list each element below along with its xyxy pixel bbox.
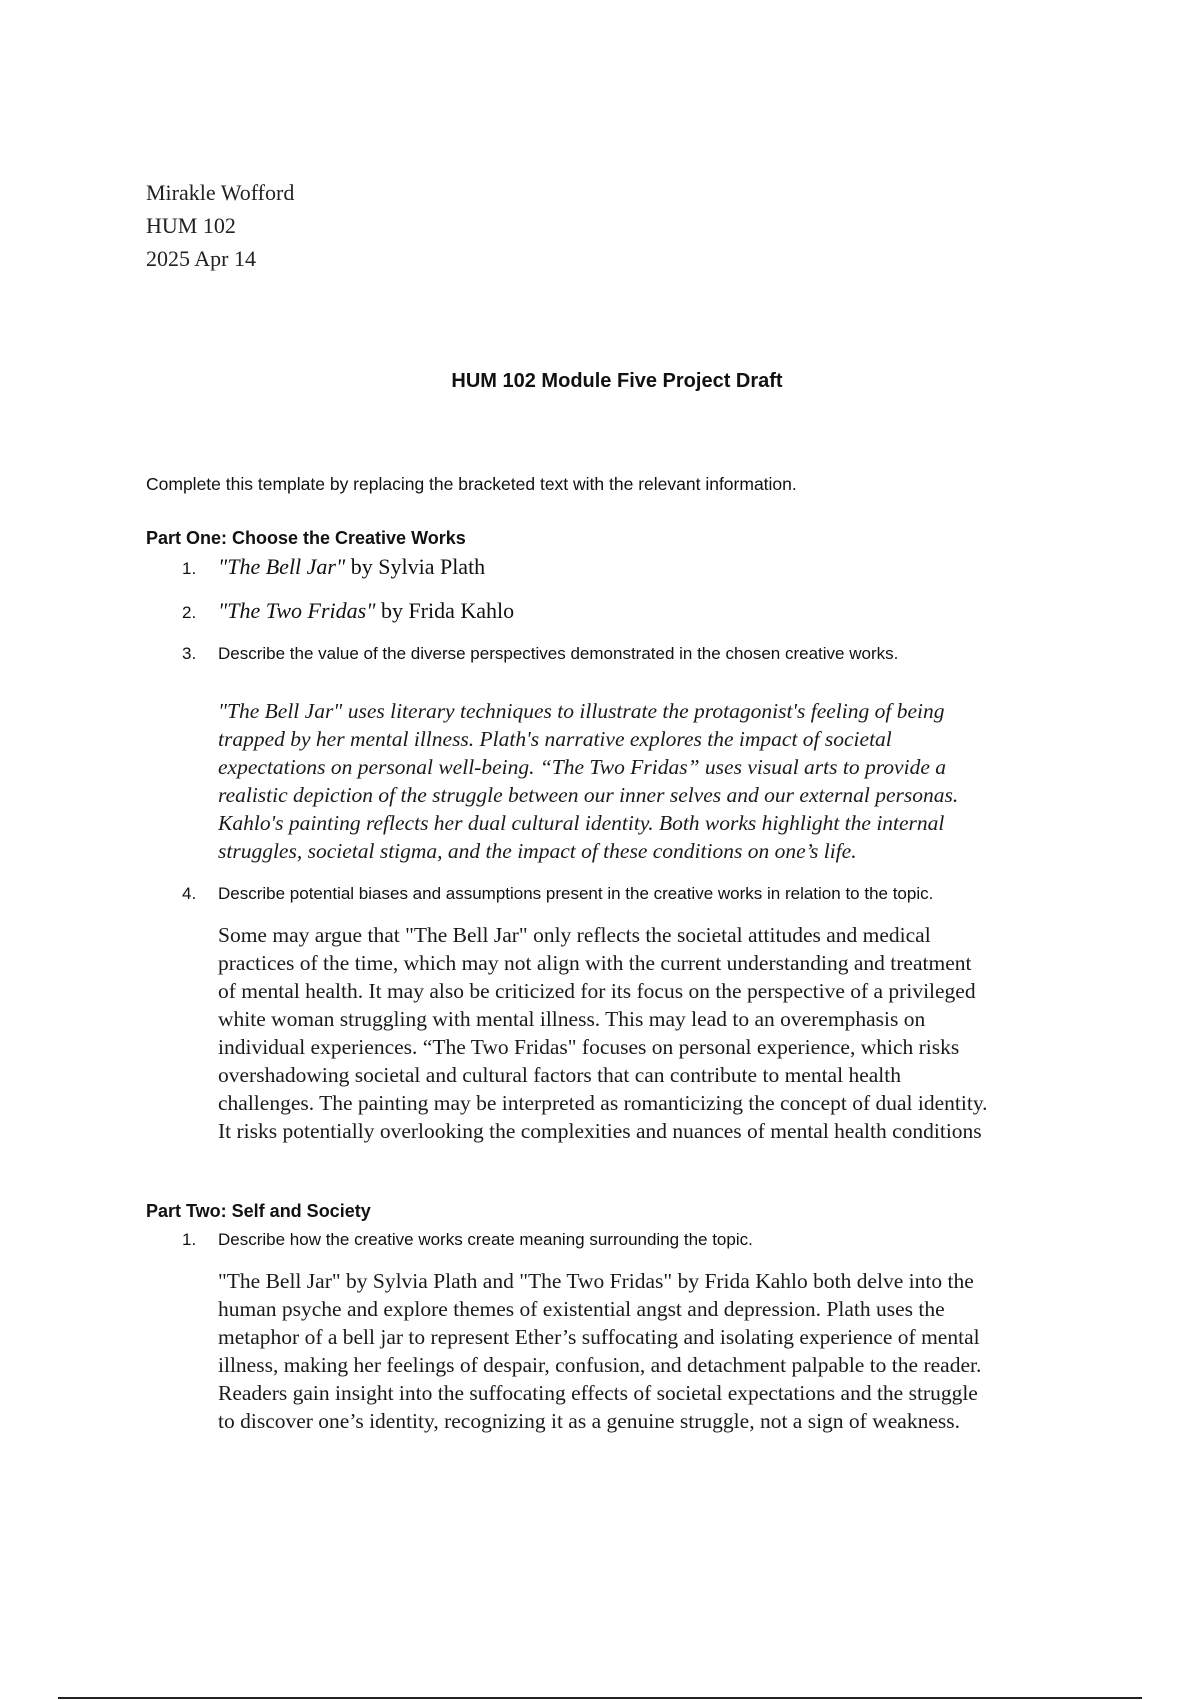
creative-work-1 [182, 554, 485, 580]
answer-line: "The Bell Jar" uses literary techniques to illustrate the protagonist's feeling of being [218, 699, 945, 723]
answer-line: challenges. The painting may be interpreted as romanticizing the concept of dual identity. [218, 1091, 988, 1115]
part-two-heading: Part Two: Self and Society [146, 1201, 371, 1221]
answer-line: metaphor of a bell jar to represent Ether’s suffocating and isolating experience of mental [218, 1325, 980, 1349]
template-instructions: Complete this template by replacing the bracketed text with the relevant information. [146, 474, 797, 494]
prompt-text: Describe how the creative works create meaning surrounding the topic. [218, 1230, 753, 1249]
answer-line: overshadowing societal and cultural factors that can contribute to mental health [218, 1063, 901, 1087]
answer-line: white woman struggling with mental illness. This may lead to an overemphasis on [218, 1007, 926, 1031]
answer-line: expectations on personal well-being. “The Two Fridas” uses visual arts to provide a [218, 755, 946, 779]
answer-line: of mental health. It may also be criticized for its focus on the perspective of a privileged [218, 979, 976, 1003]
author-header [146, 176, 294, 275]
footer-divider [58, 1697, 1142, 1699]
answer-4 [218, 921, 1098, 1145]
document-title: HUM 102 Module Five Project Draft [451, 370, 783, 392]
work-title: "The Two Fridas" [218, 598, 376, 623]
work-title: "The Bell Jar" [218, 554, 346, 579]
work-author: by Frida Kahlo [375, 598, 515, 623]
answer-line: trapped by her mental illness. Plath's narrative explores the impact of societal [218, 727, 892, 751]
course-code: HUM 102 [146, 213, 236, 238]
part-one-heading: Part One: Choose the Creative Works [146, 528, 466, 548]
prompt-3 [182, 644, 898, 664]
answer-line: human psyche and explore themes of existential angst and depression. Plath uses the [218, 1297, 945, 1321]
answer-line: practices of the time, which may not align with the current understanding and treatment [218, 951, 972, 975]
part-two-prompt-1 [182, 1230, 753, 1250]
work-author: by Sylvia Plath [345, 554, 486, 579]
answer-line: Kahlo's painting reflects her dual cultural identity. Both works highlight the internal [218, 811, 945, 835]
answer-line: Readers gain insight into the suffocating effects of societal expectations and the struggle [218, 1381, 978, 1405]
part-two-answer-1 [218, 1267, 1098, 1435]
list-number: 4. [182, 884, 197, 903]
creative-work-2 [182, 598, 514, 624]
answer-line: individual experiences. “The Two Fridas" focuses on personal experience, which risks [218, 1035, 960, 1059]
answer-line: struggles, societal stigma, and the impact of these conditions on one’s life. [218, 839, 857, 863]
answer-3 [218, 697, 1098, 865]
prompt-text: Describe the value of the diverse perspectives demonstrated in the chosen creative works. [218, 644, 899, 663]
answer-line: illness, making her feelings of despair, confusion, and detachment palpable to the reader. [218, 1353, 982, 1377]
author-name: Mirakle Wofford [146, 180, 295, 205]
list-number: 3. [182, 644, 197, 663]
prompt-4 [182, 884, 933, 904]
submission-date: 2025 Apr 14 [146, 246, 256, 271]
answer-line: It risks potentially overlooking the complexities and nuances of mental health conditions [218, 1119, 982, 1143]
answer-line: "The Bell Jar" by Sylvia Plath and "The Two Fridas" by Frida Kahlo both delve into the [218, 1269, 974, 1293]
answer-line: Some may argue that "The Bell Jar" only reflects the societal attitudes and medical [218, 923, 931, 947]
answer-line: realistic depiction of the struggle between our inner selves and our external personas. [218, 783, 959, 807]
list-number: 1. [182, 559, 197, 578]
prompt-text: Describe potential biases and assumptions present in the creative works in relation to the topic. [218, 884, 934, 903]
list-number: 2. [182, 603, 197, 622]
list-number: 1. [182, 1230, 197, 1249]
answer-line: to discover one’s identity, recognizing it as a genuine struggle, not a sign of weakness. [218, 1409, 960, 1433]
